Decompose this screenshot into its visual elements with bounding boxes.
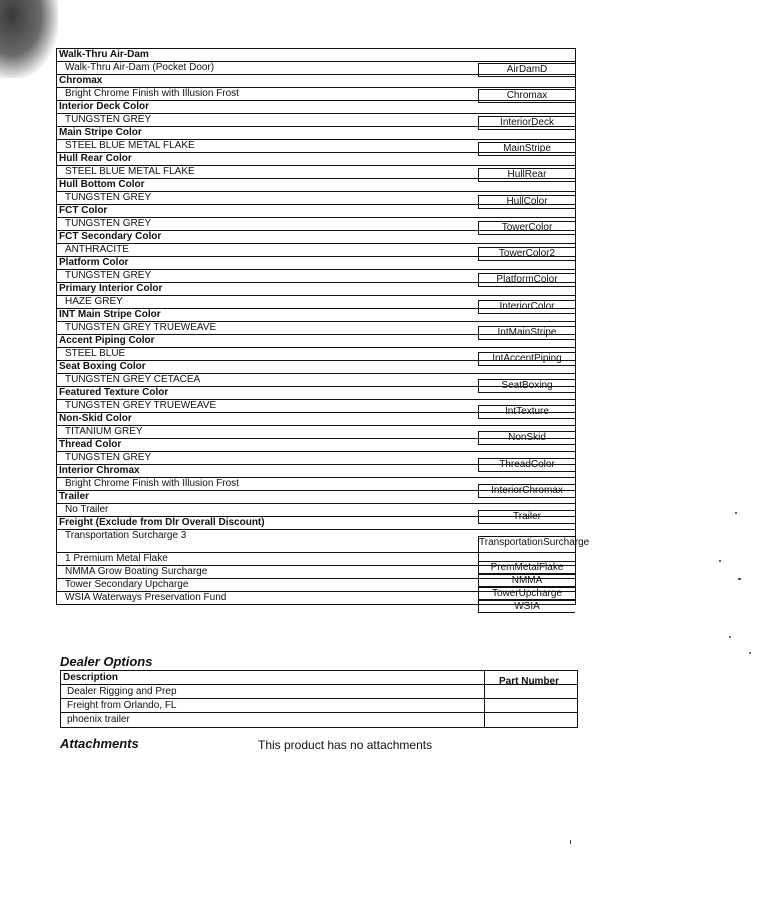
option-group-heading <box>57 179 575 192</box>
option-value-text: ANTHRACITE <box>65 244 129 255</box>
option-group-heading <box>57 231 575 244</box>
part-number-column <box>484 671 577 727</box>
option-group-heading-text: INT Main Stripe Color <box>59 309 161 320</box>
option-group-heading-text: Interior Deck Color <box>59 101 150 112</box>
option-group-heading-text: Platform Color <box>59 257 129 268</box>
option-code: NMMA <box>478 574 575 587</box>
option-code: PlatformColor <box>478 273 575 287</box>
option-code: PremMetalFlake <box>478 561 575 574</box>
dealer-options-table <box>60 670 578 728</box>
option-value-text: No Trailer <box>65 504 109 515</box>
option-value-text: STEEL BLUE METAL FLAKE <box>65 166 195 177</box>
extra-charge-text: 1 Premium Metal Flake <box>65 553 168 564</box>
freight-heading <box>57 517 575 530</box>
option-code: TowerColor <box>478 221 575 235</box>
option-code: AirDamD <box>478 63 575 77</box>
option-group-heading-text: FCT Color <box>59 205 108 216</box>
dealer-options-title: Dealer Options <box>60 654 153 669</box>
option-code: TransportationSurcharge <box>478 536 575 562</box>
part-number-header: Part Number <box>499 676 560 687</box>
dealer-option-label: Freight from Orlando, FL <box>67 700 177 711</box>
dealer-option-label: Dealer Rigging and Prep <box>67 686 177 697</box>
extra-charge-text: NMMA Grow Boating Surcharge <box>65 566 208 577</box>
option-value-text: TUNGSTEN GREY CETACEA <box>65 374 201 385</box>
option-code: SeatBoxing <box>478 379 575 393</box>
option-value-text: Bright Chrome Finish with Illusion Frost <box>65 88 239 99</box>
option-value-text: TUNGSTEN GREY TRUEWEAVE <box>65 400 217 411</box>
option-group-heading <box>57 101 575 114</box>
option-value-text: STEEL BLUE METAL FLAKE <box>65 140 195 151</box>
option-code: Trailer <box>478 510 575 524</box>
scan-speck <box>719 560 721 562</box>
option-code: MainStripe <box>478 142 575 156</box>
option-code: InteriorDeck <box>478 116 575 130</box>
option-value-text: HAZE GREY <box>65 296 123 307</box>
option-group-heading <box>57 257 575 270</box>
option-group-heading <box>57 335 575 348</box>
option-code: ThreadColor <box>478 458 575 472</box>
option-group-heading-text: Featured Texture Color <box>59 387 169 398</box>
scan-corner-smudge <box>0 0 58 78</box>
option-group-heading-text: Hull Rear Color <box>59 153 132 164</box>
option-value-text: STEEL BLUE <box>65 348 126 359</box>
scan-speck <box>729 636 731 638</box>
option-code: HullColor <box>478 195 575 209</box>
option-value-text: TUNGSTEN GREY <box>65 218 152 229</box>
option-code: IntMainStripe <box>478 326 575 340</box>
option-value-text: Walk-Thru Air-Dam (Pocket Door) <box>65 62 215 73</box>
scan-speck <box>749 652 751 654</box>
option-value-text: TUNGSTEN GREY TRUEWEAVE <box>65 322 217 333</box>
option-value-text: TUNGSTEN GREY <box>65 114 152 125</box>
option-group-heading <box>57 387 575 400</box>
dealer-option-label: phoenix trailer <box>67 714 130 725</box>
option-group-heading-text: Thread Color <box>59 439 122 450</box>
option-group-heading <box>57 283 575 296</box>
freight-value-text: Transportation Surcharge 3 <box>65 530 187 541</box>
options-table <box>56 48 590 613</box>
scan-speck <box>738 578 741 580</box>
option-group-heading-text: Non-Skid Color <box>59 413 132 424</box>
scan-speck <box>570 840 571 844</box>
option-group-heading-text: Primary Interior Color <box>59 283 163 294</box>
option-group-heading <box>57 361 575 374</box>
freight-heading-text: Freight (Exclude from Dlr Overall Discount) <box>59 517 265 528</box>
extra-charge-text: Tower Secondary Upcharge <box>65 579 189 590</box>
option-code: Chromax <box>478 89 575 103</box>
option-value-text: Bright Chrome Finish with Illusion Frost <box>65 478 239 489</box>
option-group-heading <box>57 439 575 452</box>
description-header: Description <box>63 672 119 683</box>
option-group-heading-text: Accent Piping Color <box>59 335 155 346</box>
option-group-heading-text: Trailer <box>59 491 90 502</box>
attachments-text: This product has no attachments <box>258 738 433 752</box>
option-code: HullRear <box>478 168 575 182</box>
option-group-heading <box>57 75 575 88</box>
option-code: InteriorColor <box>478 300 575 314</box>
option-group-heading-text: Main Stripe Color <box>59 127 142 138</box>
option-group-heading <box>57 465 575 478</box>
option-code: TowerColor2 <box>478 247 575 261</box>
option-group-heading-text: Chromax <box>59 75 103 86</box>
option-code: InteriorChromax <box>478 484 575 498</box>
option-group-heading <box>57 205 575 218</box>
option-code: NonSkid <box>478 431 575 445</box>
option-code: IntAccentPiping <box>478 352 575 366</box>
option-group-heading <box>57 413 575 426</box>
option-code: WSIA <box>478 600 575 613</box>
option-group-heading <box>57 127 575 140</box>
scan-speck <box>735 512 737 514</box>
option-group-heading <box>57 153 575 166</box>
option-code: IntTexture <box>478 405 575 419</box>
option-group-heading-text: FCT Secondary Color <box>59 231 162 242</box>
option-value-text: TUNGSTEN GREY <box>65 270 152 281</box>
option-group-heading <box>57 309 575 322</box>
option-group-heading-text: Interior Chromax <box>59 465 140 476</box>
option-group-heading-text: Seat Boxing Color <box>59 361 146 372</box>
option-group-heading <box>57 49 575 62</box>
option-value-text: TITANIUM GREY <box>65 426 143 437</box>
option-value-text: TUNGSTEN GREY <box>65 192 152 203</box>
option-group-heading-text: Hull Bottom Color <box>59 179 145 190</box>
option-value-text: TUNGSTEN GREY <box>65 452 152 463</box>
option-group-heading <box>57 491 575 504</box>
option-group-heading-text: Walk-Thru Air-Dam <box>59 49 149 60</box>
attachments-title: Attachments <box>60 736 139 751</box>
extra-charge-text: WSIA Waterways Preservation Fund <box>65 592 227 603</box>
option-code: TowerUpcharge <box>478 587 575 600</box>
